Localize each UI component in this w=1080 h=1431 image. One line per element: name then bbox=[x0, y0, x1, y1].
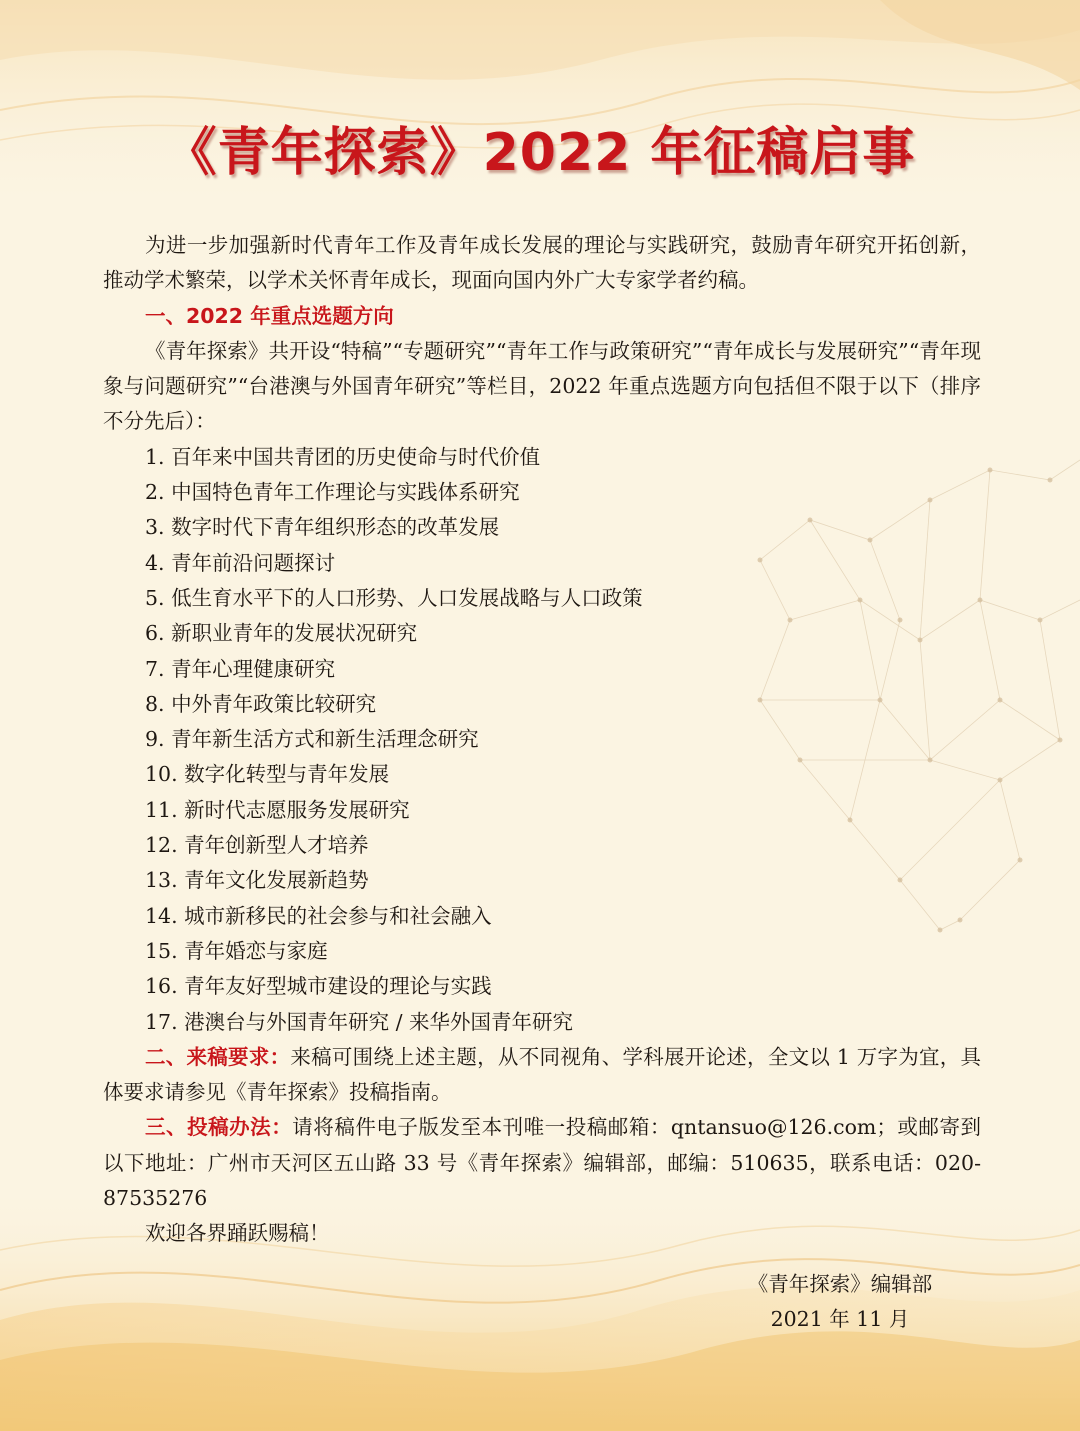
topic-item: 4. 青年前沿问题探讨 bbox=[145, 550, 336, 575]
intro-paragraph: 为进一步加强新时代青年工作及青年成长发展的理论与实践研究，鼓励青年研究开拓创新，推动学术繁荣，以学术关怀青年成长，现面向国内外广大专家学者约稿。 bbox=[103, 233, 981, 293]
requirements-text: 来稿可围绕上述主题，从不同视角、学科展开论述，全文以 1 万字为宜，具体要求请参见《青年探索》投稿指南。 bbox=[103, 1044, 981, 1105]
topic-item: 16. 青年友好型城市建设的理论与实践 bbox=[145, 974, 492, 999]
section-heading-submission: 三、投稿办法： bbox=[145, 1115, 293, 1140]
topic-item: 7. 青年心理健康研究 bbox=[145, 656, 336, 681]
topic-item: 15. 青年婚恋与家庭 bbox=[145, 938, 328, 963]
topic-item: 14. 城市新移民的社会参与和社会融入 bbox=[145, 903, 492, 928]
topic-item: 9. 青年新生活方式和新生活理念研究 bbox=[145, 727, 479, 752]
topic-item: 10. 数字化转型与青年发展 bbox=[145, 762, 390, 787]
page-title: 《青年探索》2022 年征稿启事 bbox=[164, 123, 916, 183]
topic-item: 12. 青年创新型人才培养 bbox=[145, 833, 369, 858]
signature-org: 《青年探索》编辑部 bbox=[747, 1272, 933, 1296]
notice-body bbox=[103, 228, 981, 1252]
requirements-paragraph bbox=[103, 1040, 981, 1111]
section-heading-requirements: 二、来稿要求： bbox=[145, 1044, 291, 1069]
section-heading-topics: 一、2022 年重点选题方向 bbox=[145, 303, 394, 328]
topic-item: 6. 新职业青年的发展状况研究 bbox=[145, 621, 418, 646]
topic-item: 3. 数字时代下青年组织形态的改革发展 bbox=[145, 515, 500, 540]
topic-item: 17. 港澳台与外国青年研究 / 来华外国青年研究 bbox=[145, 1009, 574, 1034]
signature-block bbox=[700, 1267, 980, 1338]
submission-paragraph bbox=[103, 1110, 981, 1216]
topic-item: 8. 中外青年政策比较研究 bbox=[145, 691, 377, 716]
topic-item: 2. 中国特色青年工作理论与实践体系研究 bbox=[145, 480, 520, 505]
topic-item: 13. 青年文化发展新趋势 bbox=[145, 868, 369, 893]
topic-item: 1. 百年来中国共青团的历史使命与时代价值 bbox=[145, 444, 541, 469]
submission-text: 请将稿件电子版发至本刊唯一投稿邮箱：qntansuo@126.com；或邮寄到以下地址：广州市天河区五山路 33 号《青年探索》编辑部，邮编：510635，联系电话：020-87535276 bbox=[103, 1115, 981, 1211]
closing-line: 欢迎各界踊跃赐稿！ bbox=[145, 1221, 330, 1246]
topic-item: 5. 低生育水平下的人口形势、人口发展战略与人口政策 bbox=[145, 585, 643, 610]
columns-paragraph: 《青年探索》共开设“特稿”“专题研究”“青年工作与政策研究”“青年成长与发展研究”“青年现象与问题研究”“台港澳与外国青年研究”等栏目，2022 年重点选题方向包括但不限于以下（排序不分先后）： bbox=[103, 338, 981, 434]
signature-date: 2021 年 11 月 bbox=[770, 1307, 910, 1332]
topic-list bbox=[103, 440, 981, 1040]
topic-item: 11. 新时代志愿服务发展研究 bbox=[145, 797, 410, 822]
